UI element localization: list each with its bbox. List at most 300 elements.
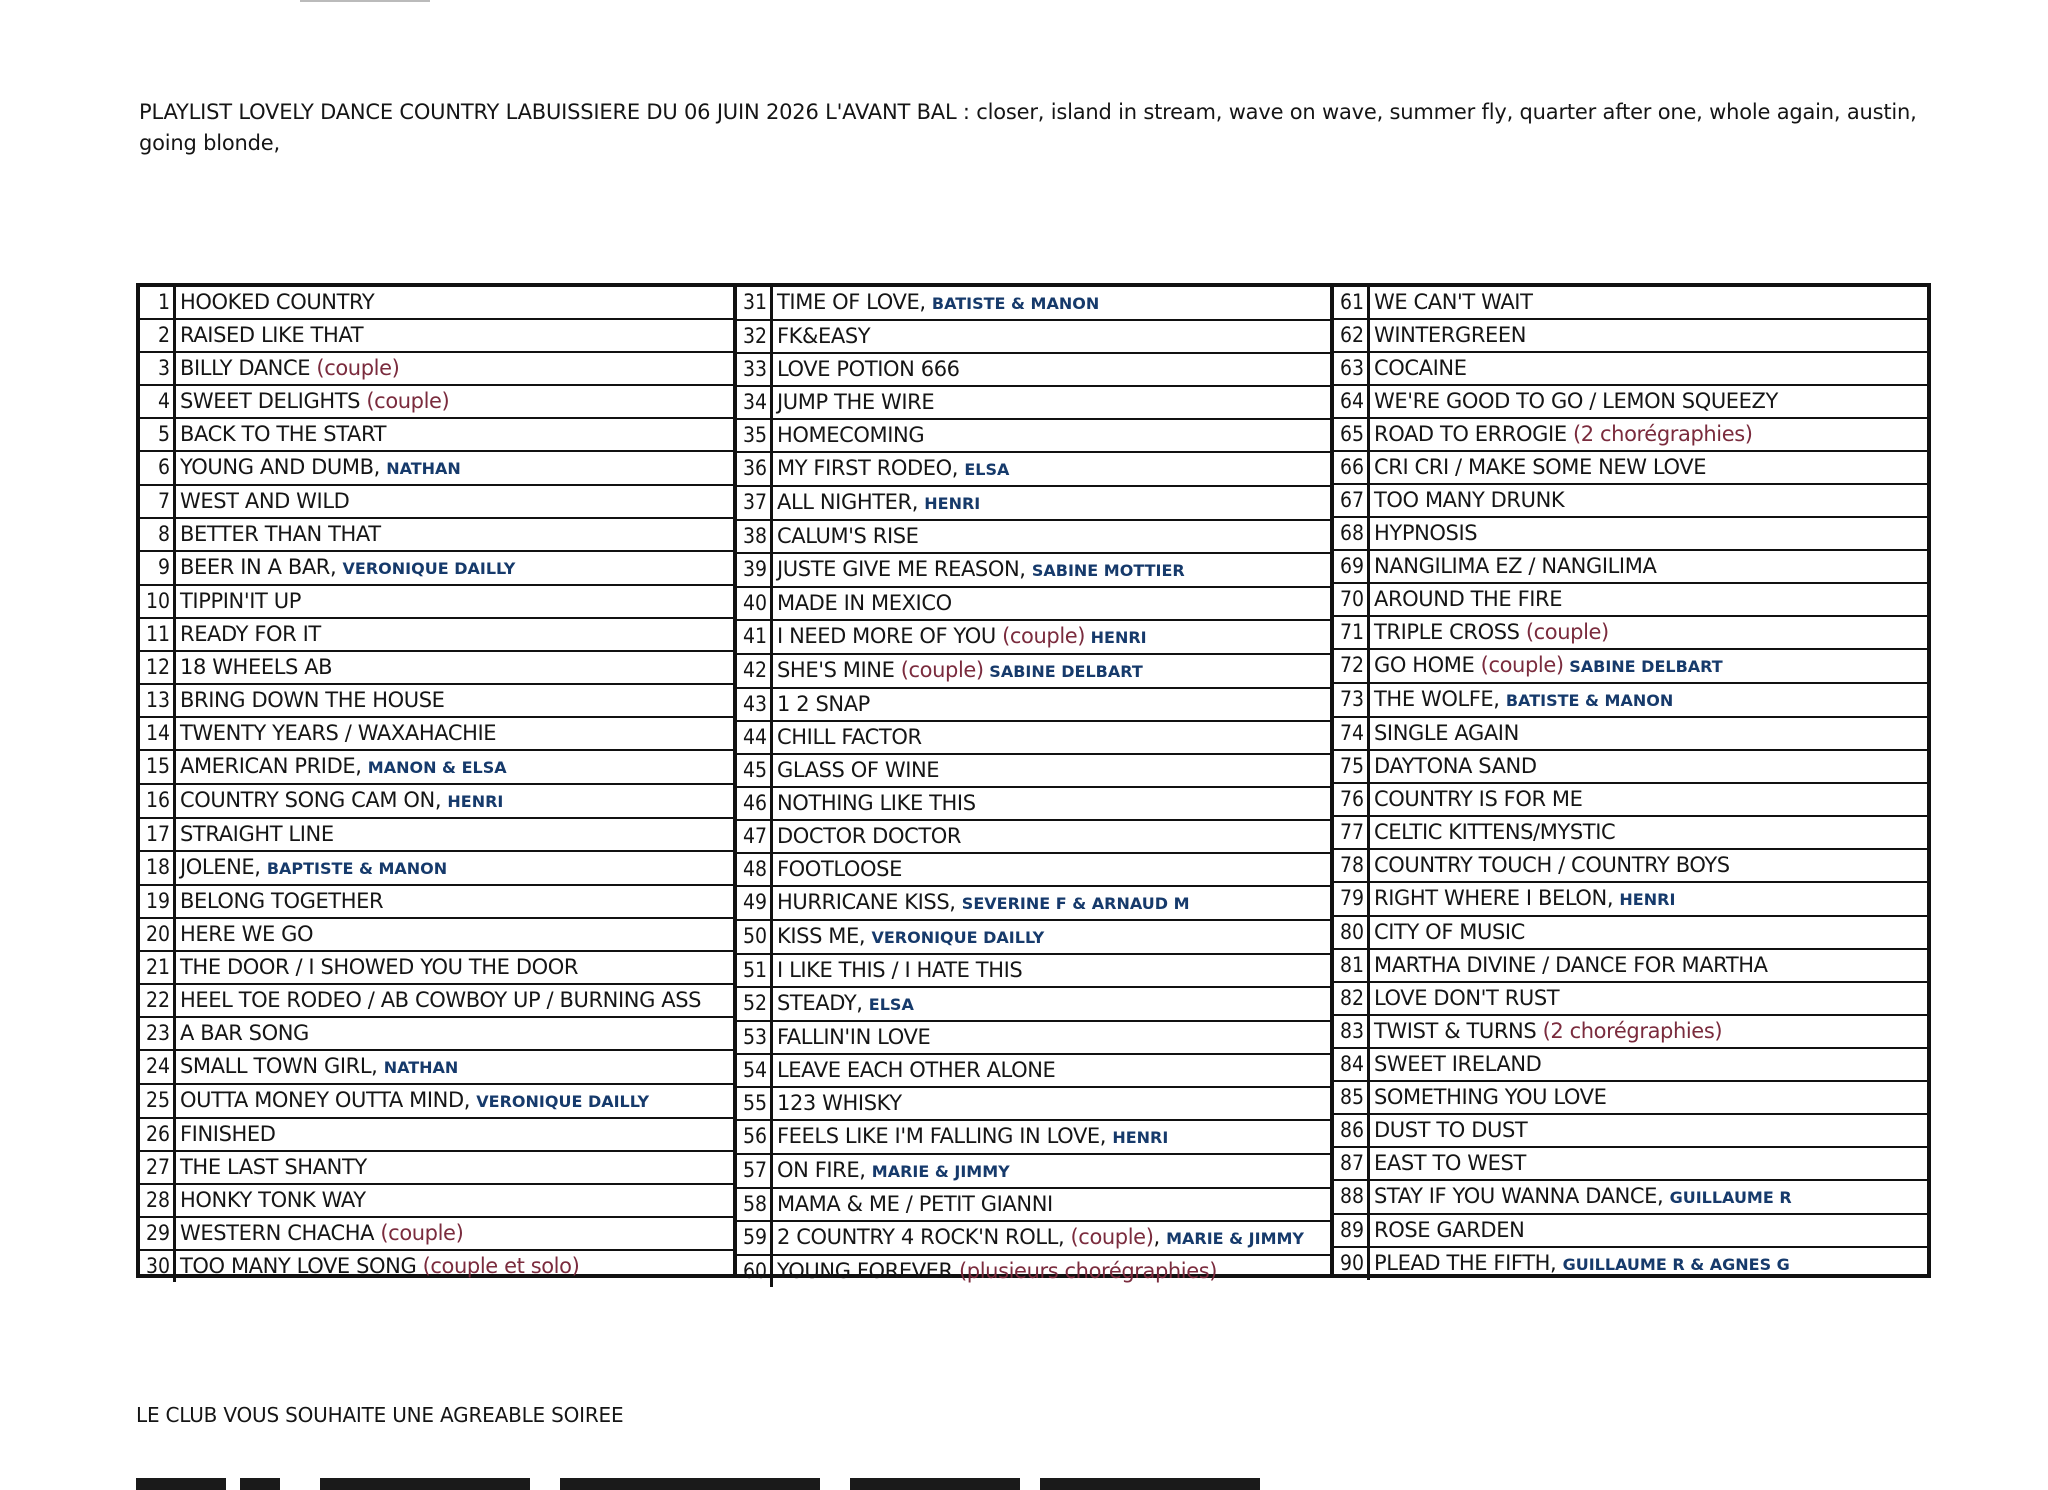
track-number: 23 [140,1018,176,1049]
track-number: 87 [1334,1148,1370,1179]
track-title [176,586,733,617]
track-number: 48 [737,854,773,885]
song-name: EAST TO WEST [1374,1151,1526,1175]
track-title [773,354,1330,385]
playlist-row [737,687,1330,720]
dancer-name: HENRI [1085,628,1147,647]
song-name: JUMP THE WIRE [777,390,935,414]
song-name: DOCTOR DOCTOR [777,824,962,848]
track-title [1370,1181,1927,1213]
track-number: 63 [1334,353,1370,384]
playlist-row [737,1254,1330,1287]
track-title [773,521,1330,552]
playlist-row [1334,318,1927,351]
track-number: 14 [140,718,176,749]
track-title [176,1185,733,1216]
track-title [176,785,733,817]
playlist-row [737,519,1330,552]
song-name: , [1153,1225,1167,1249]
track-title [1370,584,1927,615]
song-name: ON FIRE, [777,1158,872,1182]
playlist-row [1334,948,1927,981]
song-name: 2 COUNTRY 4 ROCK'N ROLL, [777,1225,1071,1249]
track-title [176,751,733,783]
track-number: 20 [140,919,176,950]
track-title [1370,751,1927,782]
dancer-name: NATHAN [386,459,461,478]
track-title [773,588,1330,619]
track-number: 77 [1334,817,1370,848]
song-name: TIME OF LOVE, [777,290,932,314]
track-title [176,952,733,983]
song-name: 123 WHISKY [777,1091,902,1115]
playlist-row [140,850,733,884]
track-title [176,919,733,950]
playlist-row [140,1016,733,1049]
playlist-row [737,287,1330,319]
playlist-row [140,983,733,1016]
playlist-row [737,385,1330,418]
song-name: LEAVE EACH OTHER ALONE [777,1058,1056,1082]
track-number: 33 [737,354,773,385]
song-name: MY FIRST RODEO, [777,456,965,480]
song-name: JOLENE, [180,855,267,879]
track-number: 57 [737,1155,773,1187]
track-title [773,988,1330,1020]
song-name: WE CAN'T WAIT [1374,290,1533,314]
track-title [773,1088,1330,1119]
song-name: GLASS OF WINE [777,758,940,782]
track-title [1370,452,1927,483]
track-title [1370,883,1927,915]
track-title [176,1152,733,1183]
playlist-row [1334,1213,1927,1246]
song-name: THE LAST SHANTY [180,1155,367,1179]
playlist-row [737,919,1330,953]
song-name: WESTERN CHACHA [180,1221,381,1245]
cropped-text-strip [0,1476,2048,1490]
track-number: 32 [737,321,773,352]
scan-mark [300,0,430,2]
song-name: WINTERGREEN [1374,323,1527,347]
dancer-name: MARIE & JIMMY [1166,1229,1304,1248]
song-name: PLEAD THE FIFTH, [1374,1251,1563,1275]
playlist-row [737,953,1330,986]
track-number: 46 [737,788,773,819]
track-number: 24 [140,1051,176,1083]
song-name: COUNTRY TOUCH / COUNTRY BOYS [1374,853,1730,877]
dance-note: (2 chorégraphies) [1573,422,1753,446]
dancer-name: HENRI [924,494,981,513]
song-name: MAMA & ME / PETIT GIANNI [777,1192,1053,1216]
track-title [176,287,733,318]
track-title [176,320,733,351]
track-number: 72 [1334,650,1370,682]
playlist-row [737,885,1330,919]
song-name: CELTIC KITTENS/MYSTIC [1374,820,1616,844]
track-number: 28 [140,1185,176,1216]
track-number: 16 [140,785,176,817]
track-number: 45 [737,755,773,786]
playlist-row [140,484,733,517]
track-number: 34 [737,387,773,418]
track-title [176,1251,733,1282]
track-title [773,788,1330,819]
track-title [176,519,733,550]
track-title [773,1155,1330,1187]
track-number: 26 [140,1119,176,1150]
track-number: 80 [1334,917,1370,948]
song-name: LOVE DON'T RUST [1374,986,1560,1010]
track-number: 81 [1334,950,1370,981]
playlist-row [140,384,733,417]
playlist-row [140,1183,733,1216]
track-number: 53 [737,1022,773,1053]
track-title [176,1218,733,1249]
playlist-row [140,683,733,716]
playlist-row [140,1117,733,1150]
playlist-row [140,287,733,318]
playlist-row [737,852,1330,885]
song-name: READY FOR IT [180,622,321,646]
track-title [773,287,1330,319]
dancer-name: BATISTE & MANON [1505,691,1674,710]
track-title [176,552,733,584]
track-number: 64 [1334,386,1370,417]
track-number: 22 [140,985,176,1016]
track-title [773,755,1330,786]
playlist-row [140,749,733,783]
track-number: 11 [140,619,176,650]
dance-note: (2 chorégraphies) [1542,1019,1723,1043]
playlist-row [1334,384,1927,417]
playlist-row [140,783,733,817]
track-number: 71 [1334,617,1370,648]
track-number: 69 [1334,551,1370,582]
track-title [1370,386,1927,417]
track-number: 78 [1334,850,1370,881]
dancer-name: SABINE MOTTIER [1031,561,1185,580]
playlist-row [1334,549,1927,582]
song-name: MARTHA DIVINE / DANCE FOR MARTHA [1374,953,1768,977]
playlist-row [737,1086,1330,1119]
track-number: 30 [140,1251,176,1282]
playlist-row [1334,417,1927,450]
track-title [1370,684,1927,716]
playlist-row [1334,483,1927,516]
track-number: 9 [140,552,176,584]
track-number: 13 [140,685,176,716]
dancer-name: VERONIQUE DAILLY [342,559,516,578]
song-name: HONKY TONK WAY [180,1188,366,1212]
song-name: CITY OF MUSIC [1374,920,1525,944]
track-title [773,453,1330,485]
track-number: 31 [737,287,773,319]
track-title [773,1189,1330,1220]
song-name: ROAD TO ERROGIE [1374,422,1573,446]
dance-note: (couple) [1525,620,1609,644]
playlist-row [1334,815,1927,848]
playlist-row [737,986,1330,1020]
playlist-row [1334,915,1927,948]
dancer-name: GUILLAUME R [1669,1188,1792,1207]
track-number: 66 [1334,452,1370,483]
song-name: CRI CRI / MAKE SOME NEW LOVE [1374,455,1707,479]
track-title [1370,1049,1927,1080]
track-number: 49 [737,887,773,919]
song-name: STEADY, [777,991,869,1015]
track-title [773,689,1330,720]
track-title [1370,1016,1927,1047]
song-name: SMALL TOWN GIRL, [180,1054,384,1078]
track-title [176,386,733,417]
playlist-row [140,650,733,683]
track-title [176,886,733,917]
track-number: 59 [737,1222,773,1254]
track-number: 56 [737,1121,773,1153]
playlist-row [140,517,733,550]
playlist-row [140,1083,733,1117]
track-title [773,1022,1330,1053]
track-number: 21 [140,952,176,983]
song-name: TRIPLE CROSS [1374,620,1526,644]
track-number: 17 [140,819,176,850]
dancer-name: NATHAN [383,1058,459,1077]
track-title [1370,617,1927,648]
playlist-row [140,584,733,617]
track-number: 44 [737,722,773,753]
track-title [1370,950,1927,981]
track-title [176,1119,733,1150]
track-title [1370,287,1927,318]
track-number: 85 [1334,1082,1370,1113]
track-number: 75 [1334,751,1370,782]
playlist-row [1334,648,1927,682]
track-title [176,1018,733,1049]
song-name: ROSE GARDEN [1374,1218,1525,1242]
song-name: HURRICANE KISS, [777,890,962,914]
dance-note: (plusieurs chorégraphies) [959,1259,1218,1283]
track-number: 65 [1334,419,1370,450]
track-number: 10 [140,586,176,617]
playlist-column [733,287,1330,1283]
song-name: NANGILIMA EZ / NANGILIMA [1374,554,1657,578]
track-title [1370,718,1927,749]
playlist-row [1334,1146,1927,1179]
track-number: 51 [737,955,773,986]
playlist-row [1334,450,1927,483]
track-title [773,887,1330,919]
song-name: HOMECOMING [777,423,925,447]
song-name: CALUM'S RISE [777,524,919,548]
track-title [176,1085,733,1117]
song-name: BACK TO THE START [180,422,387,446]
track-title [773,487,1330,519]
playlist-row [1334,782,1927,815]
dancer-name: MARIE & JIMMY [871,1162,1010,1181]
track-title [1370,1148,1927,1179]
dancer-name: VERONIQUE DAILLY [476,1092,650,1111]
track-title [773,554,1330,586]
dancer-name: GUILLAUME R & AGNES G [1562,1255,1790,1274]
dancer-name: ELSA [964,460,1010,479]
song-name: THE WOLFE, [1374,687,1506,711]
playlist-row [1334,749,1927,782]
track-title [1370,419,1927,450]
track-number: 27 [140,1152,176,1183]
track-number: 37 [737,487,773,519]
track-number: 76 [1334,784,1370,815]
playlist-row [140,817,733,850]
song-name: GO HOME [1374,653,1481,677]
song-name: RIGHT WHERE I BELON, [1374,886,1620,910]
track-title [773,321,1330,352]
track-number: 84 [1334,1049,1370,1080]
track-title [773,1256,1330,1287]
dancer-name: SEVERINE F & ARNAUD M [961,894,1190,913]
track-title [773,387,1330,418]
playlist-row [140,617,733,650]
song-name: YOUNG AND DUMB, [180,455,387,479]
playlist-row [1334,1080,1927,1113]
playlist-row [737,451,1330,485]
track-title [773,1121,1330,1153]
track-title [773,854,1330,885]
dancer-name: HENRI [1619,890,1676,909]
playlist-row [1334,582,1927,615]
track-title [176,852,733,884]
track-number: 83 [1334,1016,1370,1047]
playlist-table [136,283,1931,1283]
playlist-row [1334,881,1927,915]
song-name: HEEL TOE RODEO / AB COWBOY UP / BURNING ASS [180,988,702,1012]
song-name: FEELS LIKE I'M FALLING IN LOVE, [777,1124,1113,1148]
track-number: 5 [140,419,176,450]
track-number: 18 [140,852,176,884]
playlist-row [140,1049,733,1083]
playlist-row [1334,1246,1927,1280]
playlist-row [737,319,1330,352]
song-name: BELONG TOGETHER [180,889,384,913]
playlist-row [737,1187,1330,1220]
track-title [176,486,733,517]
playlist-row [1334,287,1927,318]
playlist-row [140,550,733,584]
song-name: HERE WE GO [180,922,314,946]
track-number: 90 [1334,1248,1370,1280]
track-title [176,718,733,749]
track-title [773,722,1330,753]
track-number: 35 [737,420,773,451]
playlist-row [737,1119,1330,1153]
track-title [773,655,1330,687]
song-name: AMERICAN PRIDE, [180,754,368,778]
playlist-row [737,1020,1330,1053]
track-title [1370,650,1927,682]
track-number: 3 [140,353,176,384]
track-number: 52 [737,988,773,1020]
playlist-row [140,318,733,351]
track-title [1370,1115,1927,1146]
playlist-row [1334,1047,1927,1080]
dancer-name: BATISTE & MANON [931,294,1100,313]
song-name: COCAINE [1374,356,1467,380]
track-number: 55 [737,1088,773,1119]
track-title [773,1222,1330,1254]
dance-note: (couple) [316,356,400,380]
playlist-row [737,819,1330,852]
track-title [176,353,733,384]
dance-note: (couple) [900,658,984,682]
track-number: 89 [1334,1215,1370,1246]
track-title [176,419,733,450]
track-title [176,819,733,850]
song-name: 1 2 SNAP [777,692,870,716]
song-name: HOOKED COUNTRY [180,290,375,314]
song-name: AROUND THE FIRE [1374,587,1563,611]
track-title [773,821,1330,852]
playlist-row [140,950,733,983]
playlist-row [140,1249,733,1282]
track-number: 4 [140,386,176,417]
track-title [176,619,733,650]
playlist-row [737,1220,1330,1254]
track-number: 61 [1334,287,1370,318]
track-number: 60 [737,1256,773,1287]
track-title [1370,917,1927,948]
playlist-row [737,619,1330,653]
track-number: 74 [1334,718,1370,749]
track-title [773,621,1330,653]
song-name: YOUNG FOREVER [777,1259,960,1283]
song-name: COUNTRY IS FOR ME [1374,787,1583,811]
dance-note: (couple) [1480,653,1564,677]
playlist-row [737,352,1330,385]
track-number: 1 [140,287,176,318]
song-name: SOMETHING YOU LOVE [1374,1085,1607,1109]
track-title [176,1051,733,1083]
track-number: 47 [737,821,773,852]
track-title [1370,817,1927,848]
song-name: ALL NIGHTER, [777,490,925,514]
dance-note: (couple) [380,1221,464,1245]
track-number: 58 [737,1189,773,1220]
song-name: STAY IF YOU WANNA DANCE, [1374,1184,1670,1208]
track-number: 50 [737,921,773,953]
playlist-column [1330,287,1927,1274]
song-name: I LIKE THIS / I HATE THIS [777,958,1023,982]
track-number: 15 [140,751,176,783]
song-name: MADE IN MEXICO [777,591,952,615]
track-title [1370,1248,1927,1280]
track-title [1370,983,1927,1014]
song-name: TOO MANY LOVE SONG [180,1254,423,1278]
song-name: SWEET IRELAND [1374,1052,1542,1076]
playlist-row [1334,682,1927,716]
track-title [1370,551,1927,582]
song-name: OUTTA MONEY OUTTA MIND, [180,1088,477,1112]
playlist-row [1334,615,1927,648]
playlist-row [1334,848,1927,881]
dance-note: (couple) [366,389,450,413]
dancer-name: VERONIQUE DAILLY [871,928,1045,947]
song-name: RAISED LIKE THAT [180,323,364,347]
song-name: TOO MANY DRUNK [1374,488,1565,512]
track-number: 7 [140,486,176,517]
closing-message: LE CLUB VOUS SOUHAITE UNE AGREABLE SOIREE [136,1403,624,1427]
track-title [176,452,733,484]
track-number: 29 [140,1218,176,1249]
